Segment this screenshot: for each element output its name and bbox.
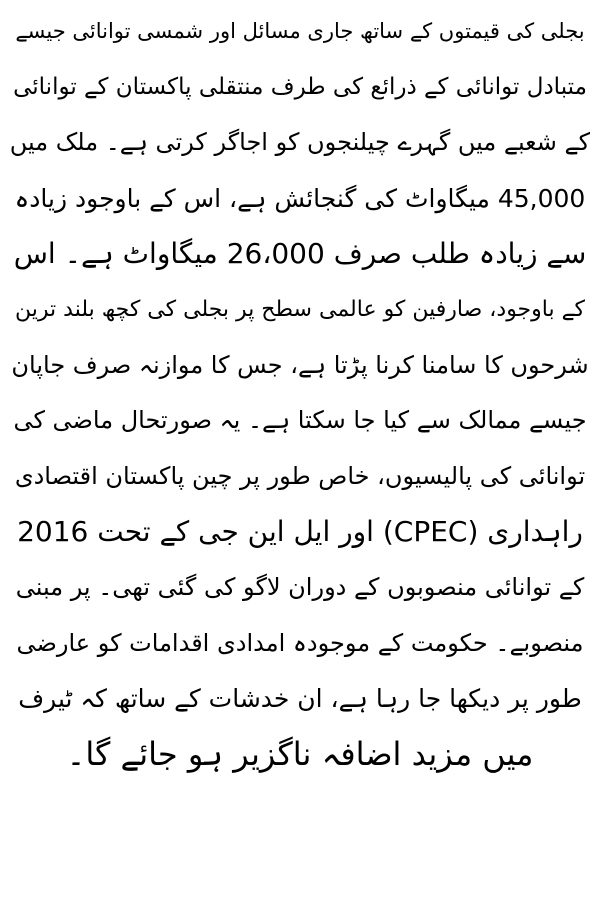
article-line-14: میں مزید اضافہ ناگزیر ہو جائے گا۔ xyxy=(66,734,534,773)
article-line-10: راہداری (CPEC) اور ایل این جی کے تحت 2016 xyxy=(17,515,583,549)
article-line-5: سے زیادہ طلب صرف 26،000 میگاواٹ ہے۔ اس xyxy=(13,237,587,271)
article-line-13: طور پر دیکھا جا رہا ہے، ان خدشات کے ساتھ کہ ٹیرف xyxy=(18,684,582,714)
article-line-11: کے توانائی منصوبوں کے دوران لاگو کی گئی تھی۔ پر مبنی xyxy=(15,572,585,601)
article-line-1: بجلی کی قیمتوں کے ساتھ جاری مسائل اور شمسی توانائی جیسے xyxy=(15,19,585,43)
article-line-7: شرحوں کا سامنا کرنا پڑتا ہے، جس کا موازنہ صرف جاپان xyxy=(11,350,589,379)
article-line-9: توانائی کی پالیسیوں، خاص طور پر چین پاکستان اقتصادی xyxy=(14,461,586,490)
article-line-4: 45,000 میگاواٹ کی گنجائش ہے، اس کے باوجود زیادہ xyxy=(14,183,586,213)
article-line-6: کے باوجود، صارفین کو عالمی سطح پر بجلی کی کچھ بلند ترین xyxy=(15,296,585,322)
article-line-2: متبادل توانائی کے ذرائع کی طرف منتقلی پاکستان کے توانائی xyxy=(13,73,587,100)
article-line-12: منصوبے۔ حکومت کے موجودہ امدادی اقدامات کو عارضی xyxy=(16,628,584,657)
article-line-8: جیسے ممالک سے کیا جا سکتا ہے۔ یہ صورتحال ماضی کی xyxy=(13,406,587,435)
article-text xyxy=(10,4,590,782)
article-line-3: کے شعبے میں گہرے چیلنجوں کو اجاگر کرتی ہے۔ ملک میں xyxy=(10,128,590,157)
